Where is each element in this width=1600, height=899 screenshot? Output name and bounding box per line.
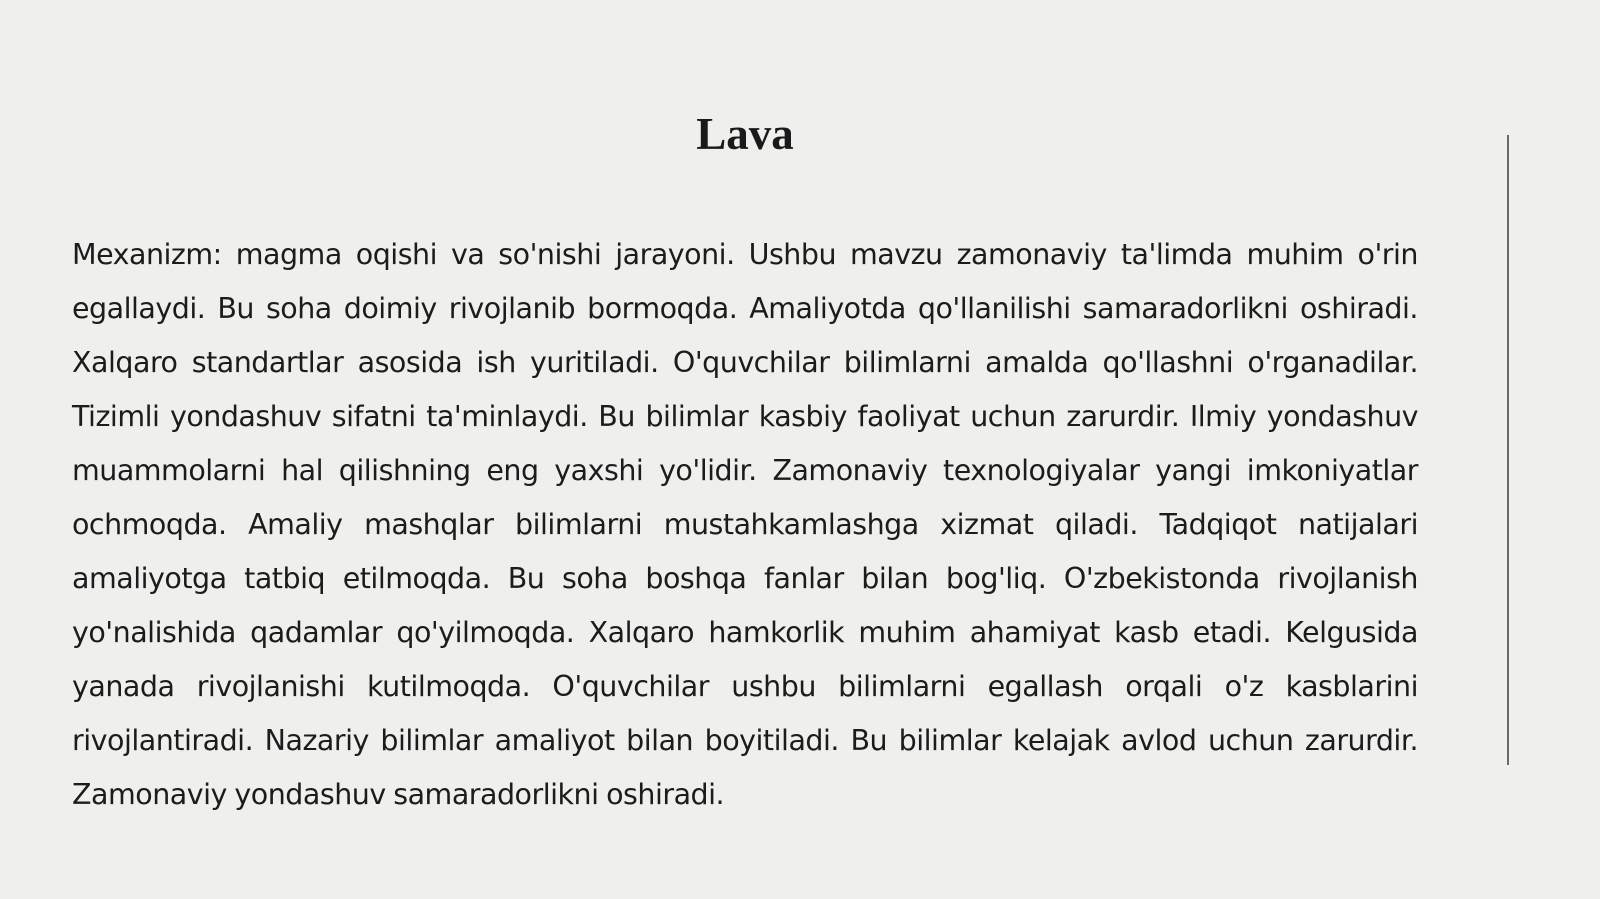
slide-title: Lava [696, 109, 794, 159]
body-paragraph: Mexanizm: magma oqishi va so'nishi jarayoni. Ushbu mavzu zamonaviy ta'limda muhim o'rin egallaydi. Bu soha doimiy rivojlanib bormoqda. Amaliyotda qo'llanilishi samaradorlikni oshiradi. Xalqaro standartlar asosida ish yuritiladi. O'quvchilar bilimlarni amalda qo'llashni o'rganadilar. Tizimli yondashuv sifatni ta'minlaydi. Bu bilimlar kasbiy faoliyat uchun zarurdir. Ilmiy yondashuv muammolarni hal qilishning eng yaxshi yo'lidir. Zamonaviy texnologiyalar yangi imkoniyatlar ochmoqda. Amaliy mashqlar bilimlarni mustahkamlashga xizmat qiladi. Tadqiqot natijalari amaliyotga tatbiq etilmoqda. Bu soha boshqa fanlar bilan bog'liq. O'zbekistonda rivojlanish yo'nalishida qadamlar qo'yilmoqda. Xalqaro hamkorlik muhim ahamiyat kasb etadi. Kelgusida yanada rivojlanishi kutilmoqda. O'quvchilar ushbu bilimlarni egallash orqali o'z kasblarini rivojlantiradi. Nazariy bilimlar amaliyot bilan boyitiladi. Bu bilimlar kelajak avlod uchun zarurdir. Zamonaviy yondashuv samaradorlikni oshiradi. [72, 238, 1418, 811]
vertical-divider [1507, 135, 1509, 765]
